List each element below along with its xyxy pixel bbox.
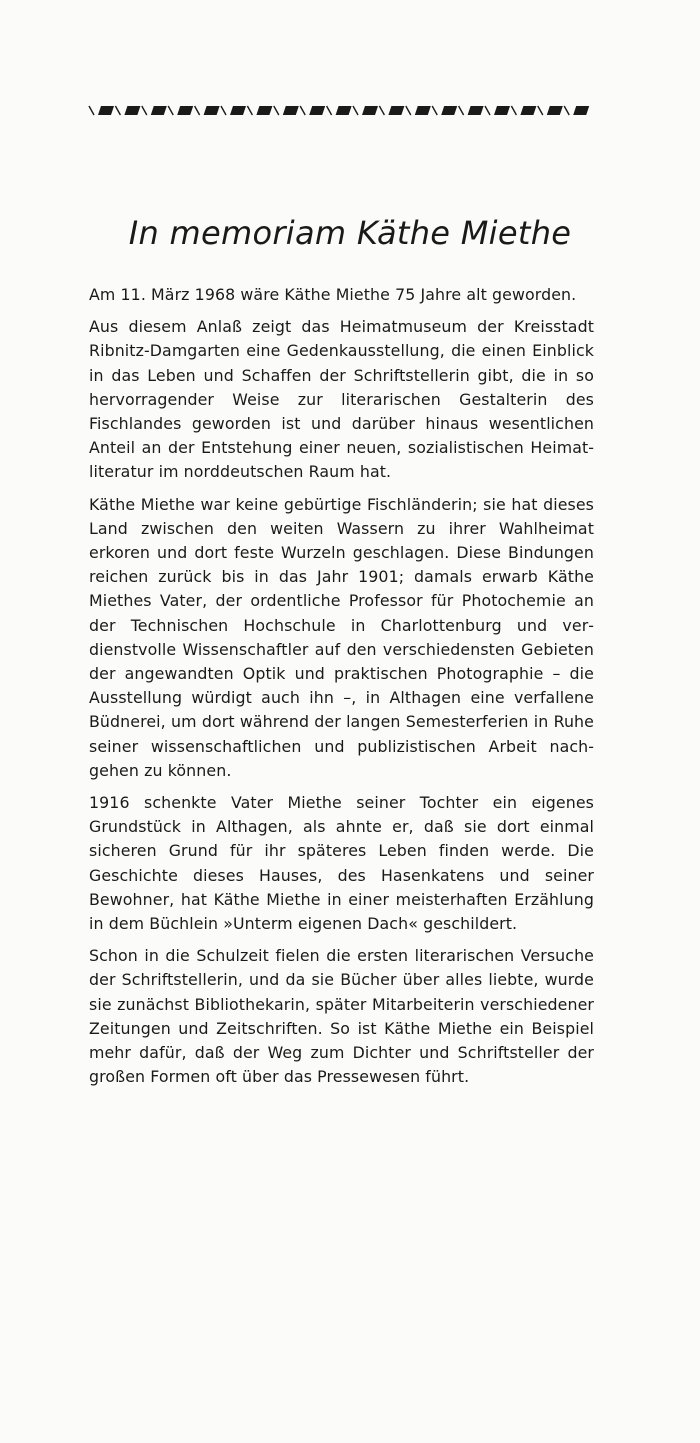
paragraph: Schon in die Schulzeit fielen die ersten literarischen Versuche der Schriftstellerin, und da sie Bücher über alles liebte, wurde sie zunächst Bibliothekarin, später Mitarbeiterin verschiedener Zeitungen und Zeitschriften. So ist Käthe Miethe ein Beispiel mehr dafür, daß der Weg zum Dichter und Schriftsteller der großen Formen oft über das Pressewesen führt. [89,946,594,1087]
article-body [89,283,594,1098]
page-title: In memoriam Käthe Miethe [128,214,572,252]
paragraph: 1916 schenkte Vater Miethe seiner Tochter ein eigenes Grundstück in Althagen, als ahnte er, daß sie dort einmal sicheren Grund für ihr späteres Leben finden werde. Die Geschichte dieses Hauses, des Hasenkatens und seiner Bewohner, hat Käthe Miethe in einer meisterhaften Erzählung in dem Büchlein »Unterm eigenen Dach« geschildert. [89,793,594,934]
decorative-border-ornament [88,103,590,117]
paragraph: Am 11. März 1968 wäre Käthe Miethe 75 Jahre alt geworden. [89,285,577,304]
paragraph: Käthe Miethe war keine gebürtige Fischländerin; sie hat dieses Land zwischen den weiten Wassern zu ihrer Wahlheimat erkoren und dort feste Wurzeln geschlagen. Diese Bindungen reichen zurück bis in das Jahr 1901; damals erwarb Käthe Miethes Vater, der ordentliche Professor für Photochemie an der Technischen Hochschule in Charlottenburg und verdienstvolle Wissenschaftler auf den verschiedensten Gebieten der angewandten Optik und praktischen Photographie – die Ausstellung würdigt auch ihn –, in Althagen eine verfallene Büdnerei, um dort während der langen Semesterferien in Ruhe seiner wissenschaftlichen und publizistischen Arbeit nachgehen zu können. [89,494,594,780]
paragraph: Aus diesem Anlaß zeigt das Heimatmuseum der Kreisstadt Ribnitz-Damgarten eine Gedenkausstellung, die einen Einblick in das Leben und Schaffen der Schriftstellerin gibt, die in so hervorragender Weise zur literarischen Gestalterin des Fischlandes geworden ist und darüber hinaus wesentlichen Anteil an der Entstehung einer neuen, sozialistischen Heimatliteratur im norddeutschen Raum hat. [89,317,594,482]
